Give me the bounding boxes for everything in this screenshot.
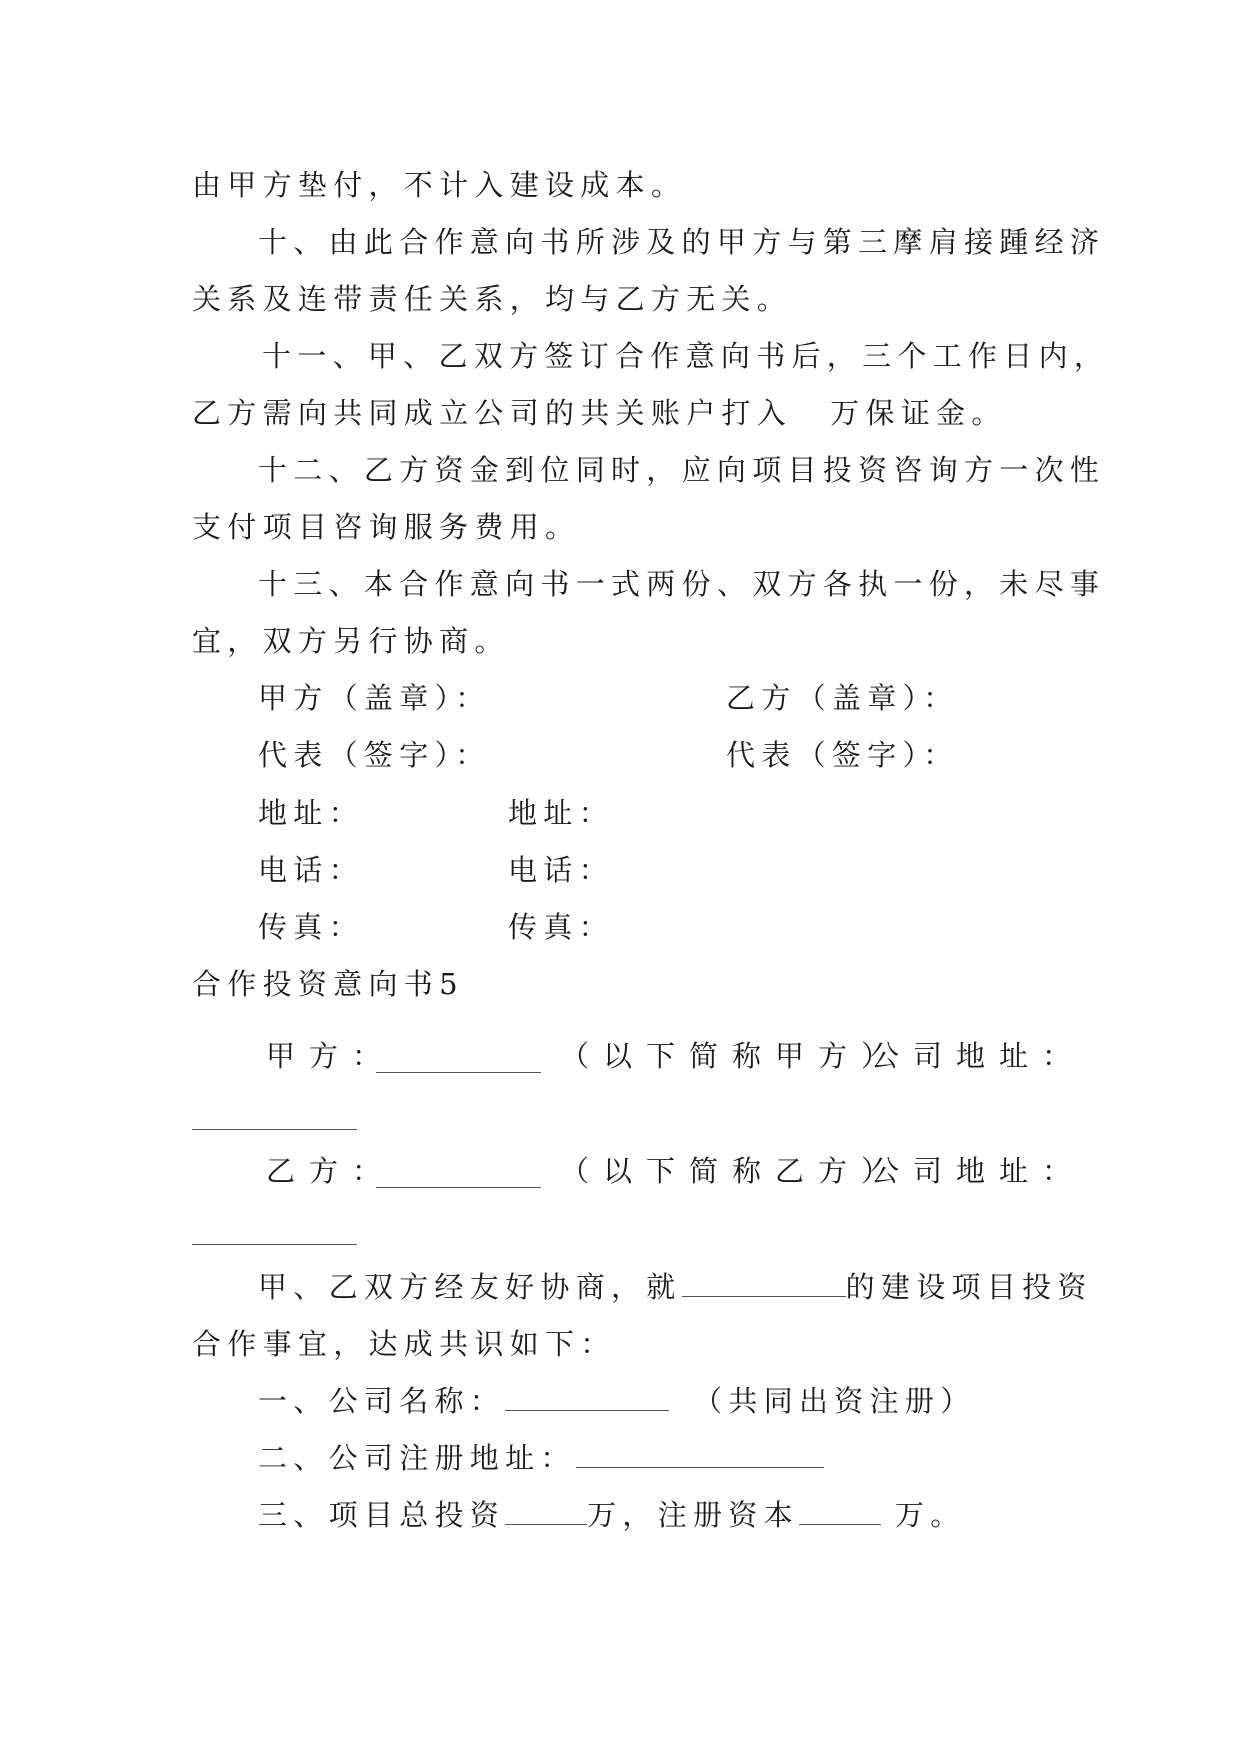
registered-capital-blank <box>799 1500 881 1525</box>
item-3-mid: 万，注册资本 <box>587 1498 799 1532</box>
fax-b-label: 传真： <box>508 910 614 944</box>
intro-line-2: 合作事宜，达成共识如下： <box>192 1327 616 1361</box>
party-a-rep-label: 代表（签字）： <box>258 738 491 772</box>
section-5-title: 合作投资意向书5 <box>192 967 464 1001</box>
phone-a-label: 电话： <box>258 853 364 887</box>
paragraph-10-line-1: 十、由此合作意向书所涉及的甲方与第三摩肩接踵经济 <box>258 225 1106 259</box>
company-address-b-label: 公司地址： <box>870 1154 1086 1188</box>
party-a-seal-label: 甲方（盖章）： <box>258 681 491 715</box>
party-b-rep-label: 代表（签字）： <box>726 738 959 772</box>
party-b-suffix: （以下简称乙方） <box>560 1154 905 1188</box>
party-b-label: 乙方： <box>266 1154 396 1188</box>
intro-text-post: 的建设项目投资 <box>845 1270 1093 1304</box>
project-name-blank <box>682 1272 846 1297</box>
company-name-blank <box>505 1386 669 1411</box>
paragraph-9-end: 由甲方垫付，不计入建设成本。 <box>192 168 687 202</box>
paragraph-11-line-1: 十一、甲、乙双方签订合作意向书后，三个工作日内， <box>262 339 1110 373</box>
company-address-a-blank <box>192 1129 357 1130</box>
item-3-label: 三、项目总投资 <box>258 1498 506 1532</box>
address-b-label: 地址： <box>508 796 614 830</box>
company-address-a-label: 公司地址： <box>870 1039 1086 1073</box>
phone-b-label: 电话： <box>508 853 614 887</box>
paragraph-12-line-1: 十二、乙方资金到位同时，应向项目投资咨询方一次性 <box>258 453 1106 487</box>
paragraph-11-text-post: 万保证金。 <box>830 396 1007 430</box>
item-3-suffix: 万。 <box>894 1498 966 1532</box>
paragraph-10-line-2: 关系及连带责任关系，均与乙方无关。 <box>192 282 793 316</box>
party-b-name-blank <box>376 1187 541 1188</box>
item-2-label: 二、公司注册地址： <box>258 1441 576 1475</box>
paragraph-11-line-2 <box>192 393 1007 433</box>
total-investment-blank <box>505 1500 587 1525</box>
party-b-seal-label: 乙方（盖章）： <box>726 681 959 715</box>
party-a-label: 甲方： <box>266 1039 396 1073</box>
item-3 <box>258 1495 966 1535</box>
registered-address-blank <box>576 1443 824 1468</box>
paragraph-13-line-1: 十三、本合作意向书一式两份、双方各执一份，未尽事 <box>258 567 1106 601</box>
item-1-label: 一、公司名称： <box>258 1384 506 1418</box>
party-a-name-blank <box>376 1072 541 1073</box>
paragraph-13-line-2: 宜，双方另行协商。 <box>192 624 510 658</box>
paragraph-12-line-2: 支付项目咨询服务费用。 <box>192 510 581 544</box>
party-a-suffix: （以下简称甲方） <box>560 1039 905 1073</box>
intro-text-pre: 甲、乙双方经友好协商，就 <box>258 1270 682 1304</box>
fax-a-label: 传真： <box>258 910 364 944</box>
item-1 <box>258 1381 976 1421</box>
item-1-suffix: （共同出资注册） <box>693 1384 976 1418</box>
address-a-label: 地址： <box>258 796 364 830</box>
intro-line-1 <box>258 1267 1093 1307</box>
item-2 <box>258 1438 824 1478</box>
paragraph-11-text-pre: 乙方需向共同成立公司的共关账户打入 <box>192 396 793 430</box>
company-address-b-blank <box>192 1244 357 1245</box>
